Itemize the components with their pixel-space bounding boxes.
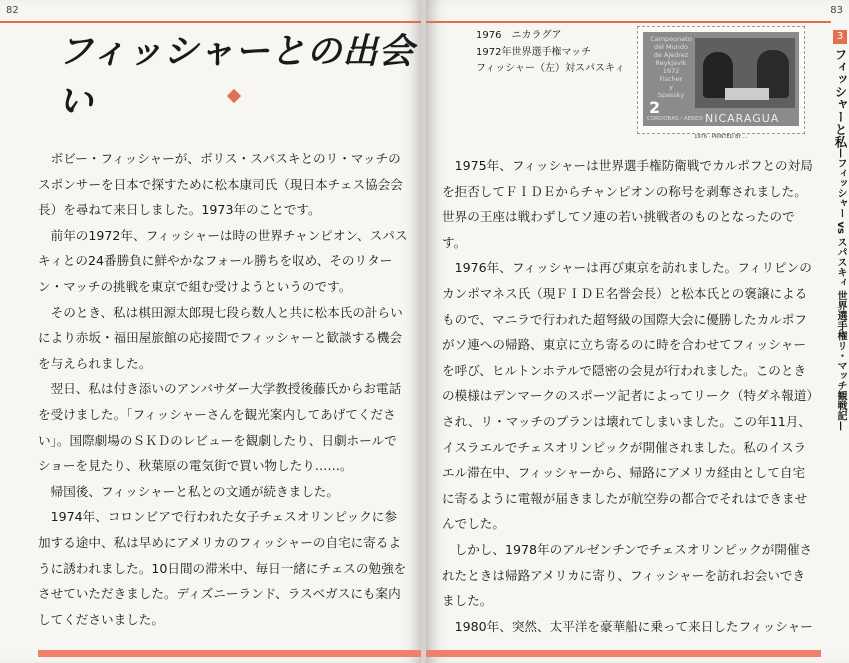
page-number-right: 83 [830,5,843,16]
postage-stamp-image [637,26,805,140]
footer-band [426,650,821,657]
paragraph: 翌日、私は付き添いのアンバサダー大学教授後藤氏からお電話を受けました。「フィッシャーさんを観光案内してあげてください」。国際劇場のＳＫＤのレビューを観劇したり、日劇ホールでショーを見たり、秋葉原の電気街で買い物したり……。 [38,381,402,474]
stamp-currency: CORDOBAS / AEREO [647,116,703,122]
stamp-caption [476,28,625,78]
running-head-subtitle: —フィッシャー vs スパスキィ 世界選手権リ・マッチ観戦記— [835,148,846,431]
chess-players-illustration [695,38,795,108]
header-rule [0,21,423,23]
page-number-left: 82 [6,5,19,16]
chessboard-icon [725,88,769,100]
stamp-value: 2 [649,98,661,117]
stamp-face [643,32,799,126]
header-rule [426,21,831,23]
chapter-title: フィッシャーとの出会い [58,32,415,122]
paragraph: 1974年、コロンビアで行われた女子チェスオリンピックに参加する途中、私は早めにアメリカのフィッシャーの自宅に寄るように誘われました。10日間の滞米中、毎日一緒にチェスの勉強をさせていただきました。ディズニーランド、ラスベガスにも案内してくださいました。 [38,509,407,627]
paragraph: 前年の1972年、フィッシャーは時の世界チャンピオン、スパスキィとの24番勝負に鮮やかなフォール勝ちを収め、そのリターン・マッチの挑戦を東京で組む受けようというのです。 [38,227,408,294]
caption-line: 1976 ニカラグア [476,30,562,41]
paragraph: 1976年、フィッシャーは再び東京を訪れました。フィリピンのカンポマネス氏（現ＦＩＤＥ名誉会長）と松本氏との褒譲によるもので、マニラで行われた超弩級の国際大会に優勝したカルポフがソ連への帰路、東京に立ち寄るのに時を合わせてフィッシャーを呼び、ヒルトンホテルで隠密の会見が行われました。このときの模様はデンマークのスポーツ記者によってリーク（特ダネ報道）され、リ・マッチのプランは壊れてしまいました。この年11月、イスラエルでチェスオリンピックが開催されました。私のイスラエル滞在中、フィッシャーから、帰路にアメリカ経由として自宅に寄るように電報が届きましたが航空券の都合でそれはできませんでした。 [442,260,813,532]
running-head-title: フィッシャーと私 [833,48,848,148]
right-body-text [442,153,814,639]
stamp-inscription: Campeonato del Mundo de Ajedrez Reykjavik 1972 Fischer y Spassky [650,35,692,99]
paragraph: ボビー・フィッシャーが、ボリス・スパスキとのリ・マッチのスポンサーを日本で探すために松本康司氏（現日本チェス協会会長）を尋ねて来日しました。1973年のことです。 [38,151,403,218]
caption-line: 1972年世界選手権マッチ [476,46,592,58]
running-head-vertical [831,48,849,431]
paragraph: 帰国後、フィッシャーと私との文通が続きました。 [50,483,339,499]
left-body-text [38,146,408,632]
stamp-country: NICARAGUA [705,112,780,125]
paragraph: そのとき、私は棋田源太郎現七段ら数人と共に松本氏の計らいにより赤坂・福田屋旅館の応接間でフィッシャーと歓談する機会を与えられました。 [38,304,403,371]
paragraph: しかし、1978年のアルゼンチンでチェスオリンピックが開催されたときは帰路アメリカに寄り、フィッシャーを訪れお会いできました。 [442,541,813,609]
caption-line: フィッシャー（左）対スパスキィ [476,63,625,74]
left-page [0,0,423,663]
paragraph: 1975年、フィッシャーは世界選手権防衛戦でカルポフとの対局を拒否してＦＩＤＥからチャンピオンの称号を剥奪されました。世界の王座は戦わずしてソ連の若い挑戦者のものとなったのです。 [442,158,813,250]
footer-band [38,650,423,657]
stamp-footer: 1976 · PRINTED BY ... [694,134,748,140]
paragraph: 1980年、突然、太平洋を豪華船に乗って来日したフィッシャー [454,618,813,634]
right-page [426,0,849,663]
chapter-number-badge: 3 [833,30,847,44]
